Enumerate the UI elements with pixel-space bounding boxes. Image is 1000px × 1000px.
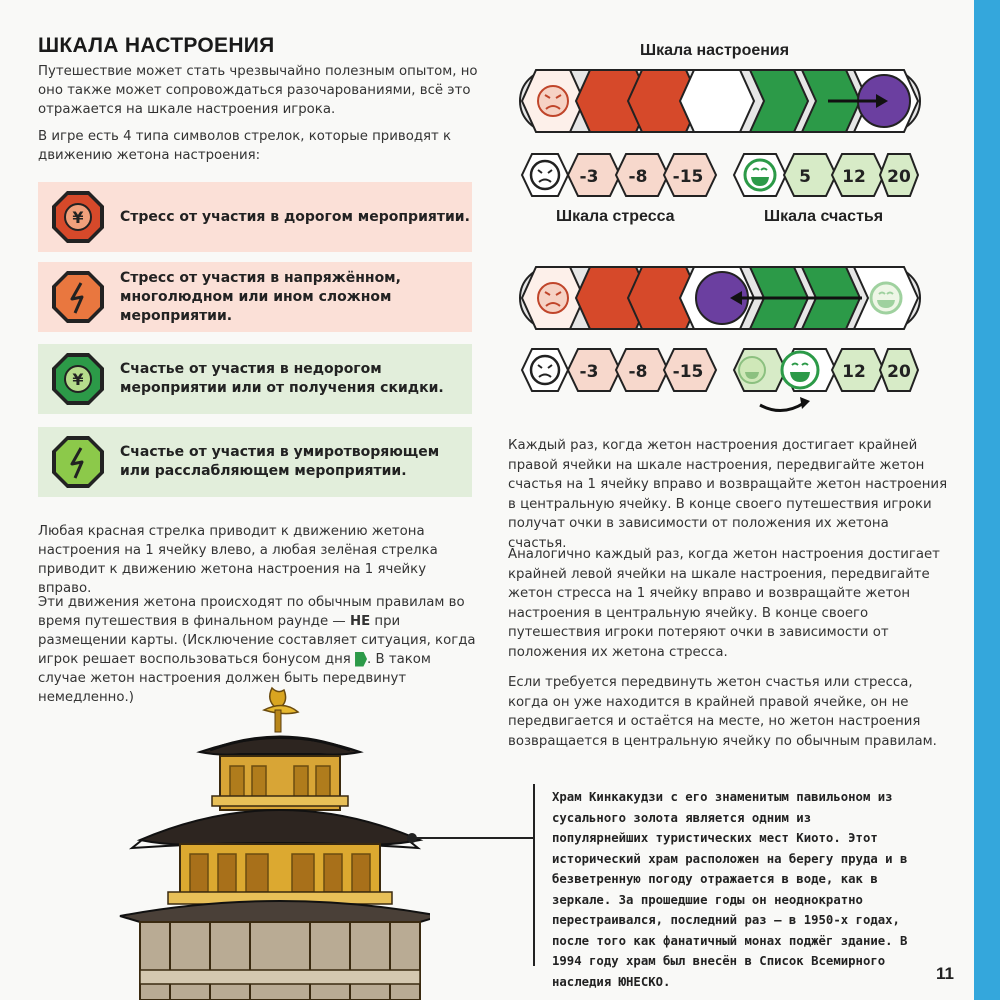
svg-text:¥: ¥ [72,208,84,227]
final-round-text: . В таком случае жетон настроения должен быть передвинут немедленно.) [38,652,431,705]
happy-track [734,349,918,391]
stress-value: -3 [579,362,599,382]
stress-value: -15 [672,167,704,187]
stress-value: -3 [579,167,599,187]
happy-value: 12 [842,362,866,382]
arrow-type-label: Стресс от участия в напряжённом, многолюдном или ином сложном мероприятии. [120,269,401,324]
red-lightning-icon [48,267,108,327]
stress-value: -15 [672,362,704,382]
happy-track [734,154,918,196]
intro-paragraph: Путешествие может стать чрезвычайно полезным опытом, но оно также может сопровождаться разочарованиями, всё это отражается на шкале настроения игрока. [38,64,478,117]
arrow-type-box [38,427,472,497]
score-tracks-example-1 [520,150,920,200]
final-round-text: Эти движения жетона происходят по обычным правилам во время путешествия в финальном раунде — [38,595,465,629]
happy-value: 20 [887,362,911,382]
day-bonus-icon [355,652,367,667]
types-intro-paragraph: В игре есть 4 типа символов стрелок, которые приводят к движению жетона настроения: [38,129,452,163]
arrow-type-box [38,182,472,252]
final-round-text: при размещении карты. (Исключение составляет ситуация, когда игрок решает воспользоваться бонусом дня [38,614,476,667]
happy-value: 5 [799,167,811,187]
arrow-type-label: Стресс от участия в дорогом мероприятии. [120,208,470,225]
mood-cell-center [680,70,754,132]
stress-scale-label: Шкала стресса [556,208,675,225]
movement-rule-paragraph: Любая красная стрелка приводит к движению жетона настроения на 1 ячейку влево, а любая зелёная стрелка приводит к движению жетона настроения на 1 ячейку вправо. [38,524,438,596]
happy-rule-paragraph: Каждый раз, когда жетон настроения достигает крайней правой ячейки на шкале настроения, передвигайте жетон счастья на 1 ячейку вправо и возвращайте жетон настроения в центральную ячейку. В конце своего путешествия игроки получат очки в зависимости от положения их жетона счастья. [508,438,948,551]
happy-face-faded-icon [871,283,901,313]
arrow-type-label: Счастье от участия в умиротворяющем или расслабляющем мероприятии. [120,444,440,479]
arrow-type-label: Счастье от участия в недорогом мероприятии или от получения скидки. [120,361,444,396]
page-edge-bar [974,0,1000,1000]
arrow-type-box [38,262,472,332]
happy-value: 20 [887,167,911,187]
sad-face-icon [538,283,568,313]
stress-track [522,349,716,391]
stress-value: -8 [628,362,648,382]
page-number: 11 [936,964,954,983]
svg-text:¥: ¥ [72,370,84,389]
red-yen-icon [48,187,108,247]
arrow-type-box [38,344,472,414]
callout-pointer [404,780,544,970]
mood-scale-title: Шкала настроения [640,42,790,59]
kinkakuji-note: Храм Кинкакудзи с его знаменитым павильоном из сусального золота является одним из популярнейших туристических мест Киото. Этот исторический храм расположен на берегу пруда и в безветренную погоду отражается в воде, как в зеркале. За прошедшие годы он неоднократно перестраивался, последний раз — в 1950-х годах, после того как фанатичный монах поджёг здание. В 1994 году храм был внесён в Список Всемирного наследия ЮНЕСКО. [552,790,908,989]
happy-face-faded-icon [739,357,765,383]
stress-track [522,154,716,196]
edge-rule-paragraph: Если требуется передвинуть жетон счастья или стресса, когда он уже находится в крайней правой ячейке, он не передвигается и остаётся на месте, но жетон настроения возвращается в центральную ячейку по обычным правилам. [508,675,937,749]
curved-move-arrow [760,403,804,411]
green-yen-icon [48,349,108,409]
phoenix-finial [264,688,298,732]
stress-rule-paragraph: Аналогично каждый раз, когда жетон настроения достигает крайней левой ячейки на шкале настроения, передвигайте жетон стресса на 1 ячейку вправо и возвращайте жетон настроения в центральную ячейку. В конце своего путешествия игроки потеряют очки в зависимости от положения их жетона стресса. [508,547,940,660]
mood-track-example-2 [518,263,922,333]
sad-face-icon [538,86,568,116]
sad-face-icon [531,356,559,384]
kinkakuji-pagoda-illustration [80,680,430,1000]
stress-value: -8 [628,167,648,187]
green-lightning-icon [48,432,108,492]
happy-value: 12 [842,167,866,187]
sad-face-icon [531,161,559,189]
score-tracks-example-2 [520,345,920,425]
mood-track-example-1 [518,66,922,136]
happy-face-icon [782,352,818,388]
final-round-emphasis: НЕ [349,614,371,629]
happy-scale-label: Шкала счастья [764,208,884,225]
happy-face-icon [745,160,775,190]
section-title: ШКАЛА НАСТРОЕНИЯ [38,34,275,57]
